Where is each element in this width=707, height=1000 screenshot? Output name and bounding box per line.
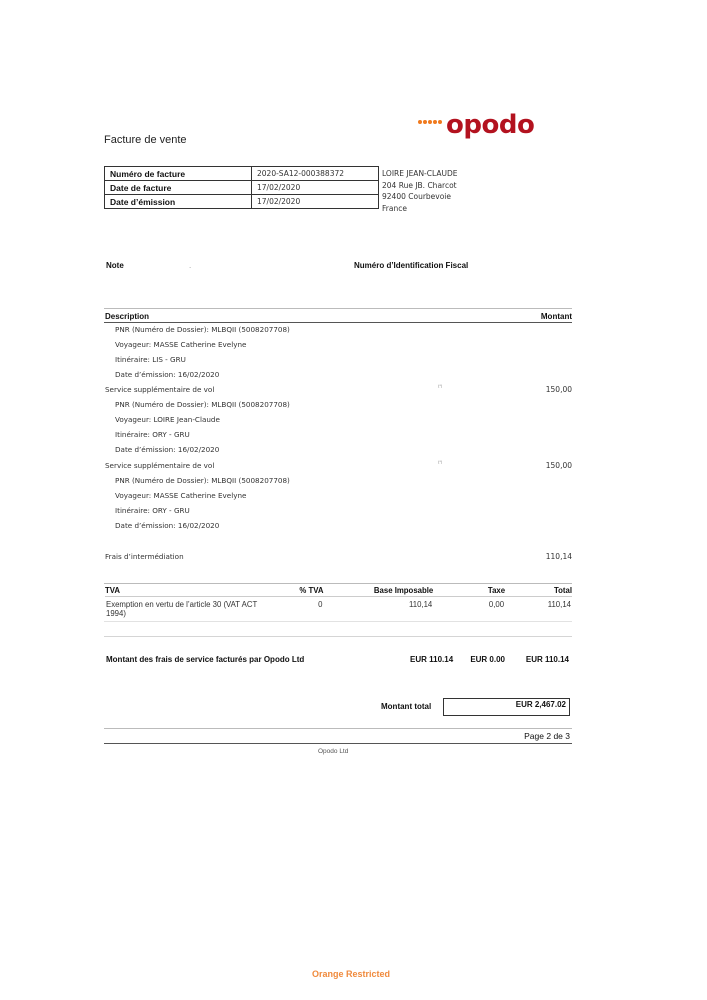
tva-cell: Exemption en vertu de l’article 30 (VAT ACT 1994)	[106, 600, 258, 618]
page-number: Page 2 de 3	[524, 731, 570, 741]
divider	[104, 728, 572, 729]
detail-line: Voyageur: MASSE Catherine Evelyne	[115, 340, 247, 349]
footnote-mark: (*)	[438, 459, 443, 464]
info-value: 17/02/2020	[252, 181, 379, 195]
detail-line: Date d’émission: 16/02/2020	[115, 445, 220, 454]
detail-line: Voyageur: LOIRE Jean-Claude	[115, 415, 220, 424]
detail-line: Date d’émission: 16/02/2020	[115, 370, 220, 379]
detail-line: Itinéraire: ORY - GRU	[115, 506, 190, 515]
divider	[104, 583, 572, 584]
tva-cell: 110,14	[408, 600, 433, 609]
divider	[104, 636, 572, 637]
detail-line: Voyageur: MASSE Catherine Evelyne	[115, 491, 247, 500]
footnote-mark: (*)	[438, 383, 443, 388]
info-row	[105, 167, 379, 181]
address-line: 204 Rue JB. Charcot	[382, 180, 457, 190]
divider	[104, 322, 572, 323]
total-box	[443, 698, 570, 716]
amount-header: Montant	[540, 312, 572, 321]
detail-line: Itinéraire: ORY - GRU	[115, 430, 190, 439]
nif-label: Numéro d’Identification Fiscal	[354, 261, 469, 270]
service-amount: 150,00	[545, 461, 572, 470]
customer-address	[382, 168, 457, 214]
divider	[104, 621, 572, 622]
note-label: Note	[106, 261, 124, 270]
service-title: Service supplémentaire de vol	[105, 461, 215, 470]
tva-cell: 0	[318, 600, 323, 609]
detail-line: PNR (Numéro de Dossier): MLBQII (5008207708)	[115, 325, 290, 334]
info-label: Date de facture	[105, 181, 252, 195]
service-fees-tax: EUR 0.00	[470, 655, 505, 664]
service-fees-label: Montant des frais de service facturés par Opodo Ltd	[106, 655, 305, 664]
address-line: 92400 Courbevoie	[382, 192, 452, 201]
tva-cell: 110,14	[547, 600, 571, 609]
detail-line: Itinéraire: LIS - GRU	[115, 355, 186, 364]
tva-header: Base Imposable	[324, 585, 434, 597]
info-label: Numéro de facture	[105, 167, 252, 181]
tva-header: Total	[505, 585, 572, 597]
divider	[104, 743, 572, 744]
tva-row	[105, 597, 572, 620]
detail-line: PNR (Numéro de Dossier): MLBQII (5008207708)	[115, 400, 290, 409]
info-row	[105, 195, 379, 209]
total-label: Montant total	[381, 702, 432, 711]
info-value: 17/02/2020	[252, 195, 379, 209]
service-fees-base: EUR 110.14	[410, 655, 454, 664]
detail-line: Date d’émission: 16/02/2020	[115, 521, 220, 530]
tva-table	[105, 585, 572, 619]
service-amount: 150,00	[545, 385, 572, 394]
invoice-info-table	[104, 166, 379, 209]
opodo-logo	[418, 112, 538, 148]
address-line: LOIRE JEAN-CLAUDE	[382, 169, 458, 178]
intermediation-label: Frais d’intermédiation	[105, 552, 184, 561]
description-header: Description	[105, 312, 150, 321]
tva-header: Taxe	[433, 585, 505, 597]
info-row	[105, 181, 379, 195]
tva-cell: 0,00	[488, 600, 505, 609]
address-line: France	[382, 203, 407, 213]
service-title: Service supplémentaire de vol	[105, 385, 215, 394]
tva-header: % TVA	[276, 585, 324, 597]
tva-header-row	[105, 585, 572, 597]
info-value: 2020-SA12-000388372	[252, 167, 379, 181]
info-label: Date d’émission	[105, 195, 252, 209]
logo-text: opodo	[446, 110, 535, 140]
footer-company: Opodo Ltd	[318, 748, 349, 755]
total-value: EUR 2,467.02	[515, 700, 566, 709]
service-fees-total: EUR 110.14	[525, 655, 569, 664]
document-title: Facture de vente	[104, 134, 187, 146]
detail-line: PNR (Numéro de Dossier): MLBQII (5008207708)	[115, 476, 290, 485]
classification-label: Orange Restricted	[312, 969, 391, 979]
opodo-dots-icon	[418, 120, 442, 124]
intermediation-amount: 110,14	[545, 552, 572, 561]
divider	[104, 308, 572, 309]
tva-header: TVA	[105, 585, 276, 597]
note-value: .	[189, 261, 192, 270]
